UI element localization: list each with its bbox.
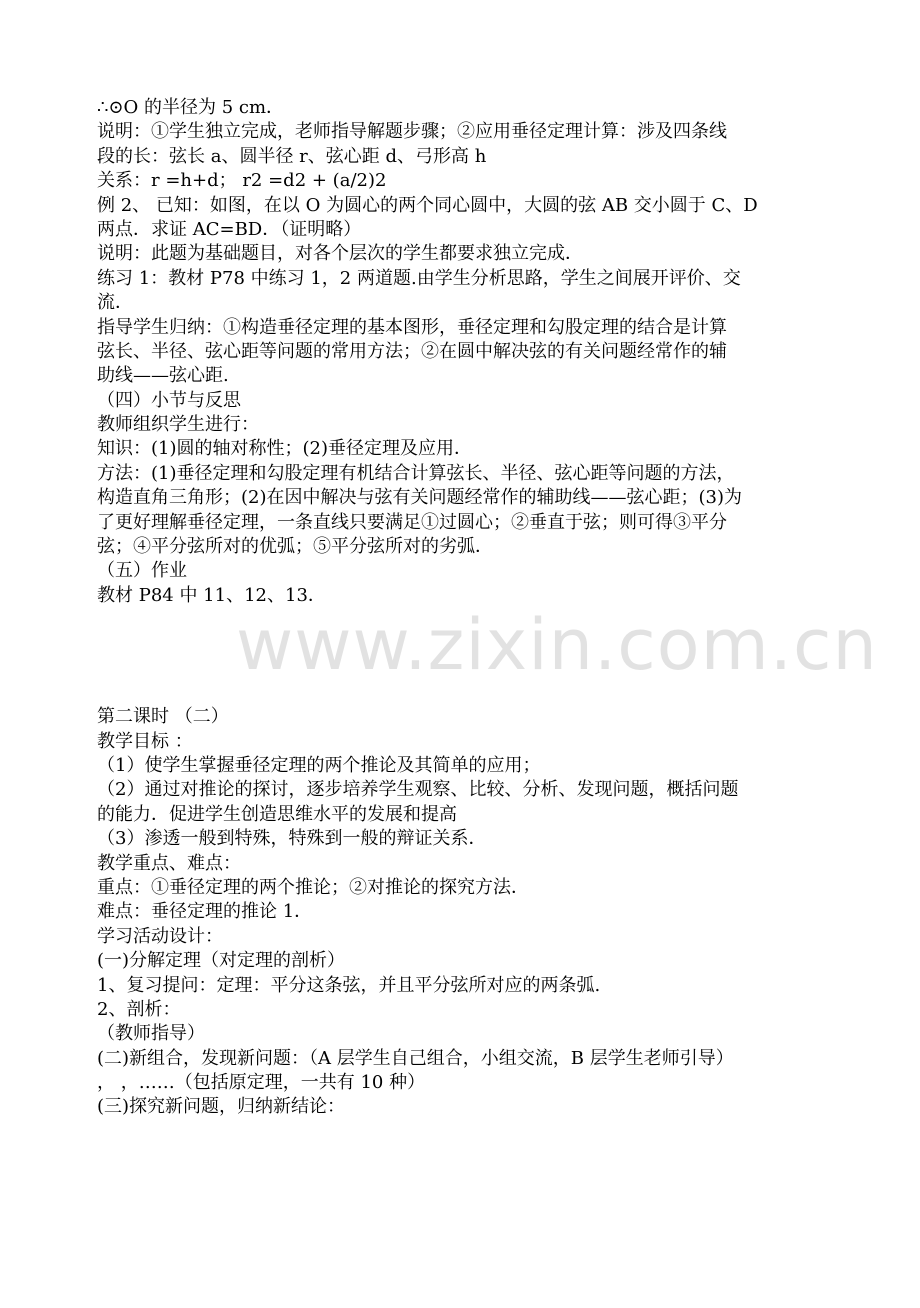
lesson-title: 第二课时 （二） (97, 706, 229, 728)
text-line: 知识：(1)圆的轴对称性；(2)垂径定理及应用． (97, 438, 472, 460)
text-line: 1、复习提问：定理：平分这条弦，并且平分弦所对应的两条弧. (97, 974, 601, 996)
text-line: 指导学生归纳：①构造垂径定理的基本图形，垂径定理和勾股定理的结合是计算 (97, 316, 727, 338)
blank-space (97, 608, 827, 705)
text-line: 方法：(1)垂径定理和勾股定理有机结合计算弦长、半径、弦心距等问题的方法， (97, 462, 735, 484)
text-line: 的能力．促进学生创造思维水平的发展和提高 (97, 803, 457, 825)
text-line: （1）使学生掌握垂径定理的两个推论及其简单的应用； (97, 754, 541, 776)
text-line: 构造直角三角形；(2)在因中解决与弦有关问题经常作的辅助线——弦心距；(3)为 (97, 487, 742, 509)
text-line: 说明：此题为基础题目，对各个层次的学生都要求独立完成． (97, 243, 583, 265)
text-line: 流． (97, 292, 133, 314)
document-page (97, 96, 827, 1120)
section-heading: 教学目标 ： (97, 730, 193, 752)
text-line: 助线——弦心距. (97, 365, 229, 387)
text-line: 弦长、半径、弦心距等问题的常用方法；②在圆中解决弦的有关问题经常作的辅 (97, 340, 727, 362)
text-line: 两点．求证 AC=BD．（证明略） (97, 218, 362, 240)
text-line: (二)新组合，发现新问题：（A 层学生自己组合，小组交流，B 层学生老师引导） (97, 1047, 734, 1069)
text-line: 重点：①垂径定理的两个推论；②对推论的探究方法． (97, 876, 529, 898)
text-line: 教师组织学生进行： (97, 414, 259, 436)
text-line: 2、剖析： (97, 998, 181, 1020)
text-line: 教材 P84 中 11、12、13． (97, 584, 326, 606)
text-line: 说明：①学生独立完成，老师指导解题步骤；②应用垂径定理计算：涉及四条线 (97, 121, 727, 143)
text-line: (三)探究新问题，归纳新结论： (97, 1096, 346, 1118)
text-line: 段的长：弦长 a、圆半径 r、弦心距 d、弓形高 h (97, 145, 487, 167)
section-heading: 学习活动设计： (97, 925, 223, 947)
text-line: 了更好理解垂径定理，一条直线只要满足①过圆心；②垂直于弦；则可得③平分 (97, 511, 727, 533)
section-heading: 教学重点、难点： (97, 852, 241, 874)
text-line: ∴⊙O 的半径为 5 cm． (97, 97, 285, 118)
text-line: （3）渗透一般到特殊，特殊到一般的辩证关系． (97, 828, 487, 850)
section-heading: （四）小节与反思 (97, 389, 241, 411)
watermark: www.zixin.com.cn (236, 604, 878, 686)
section-second-lesson (97, 705, 827, 1120)
text-line: 练习 1：教材 P78 中练习 1，2 两道题.由学生分析思路，学生之间展开评价、交 (97, 267, 741, 289)
text-line: （2）通过对推论的探讨，逐步培养学生观察、比较、分析、发现问题，概括问题 (97, 779, 739, 801)
text-line: 弦；④平分弦所对的优弧；⑤平分弦所对的劣弧． (97, 536, 493, 558)
text-line: ， ，……（包括原定理，一共有 10 种） (97, 1072, 426, 1094)
text-line: (一)分解定理（对定理的剖析） (97, 950, 346, 972)
section-heading: （五）作业 (97, 560, 187, 582)
text-line: （教师指导） (97, 1023, 205, 1045)
text-line: 关系：r =h+d； r2 =d2 + (a/2)2 (97, 170, 387, 192)
section-first-lesson (97, 96, 827, 608)
text-line: 难点：垂径定理的推论 1． (97, 901, 313, 923)
text-line: 例 2、 已知：如图，在以 O 为圆心的两个同心圆中，大圆的弦 AB 交小圆于 C、D (97, 194, 758, 216)
